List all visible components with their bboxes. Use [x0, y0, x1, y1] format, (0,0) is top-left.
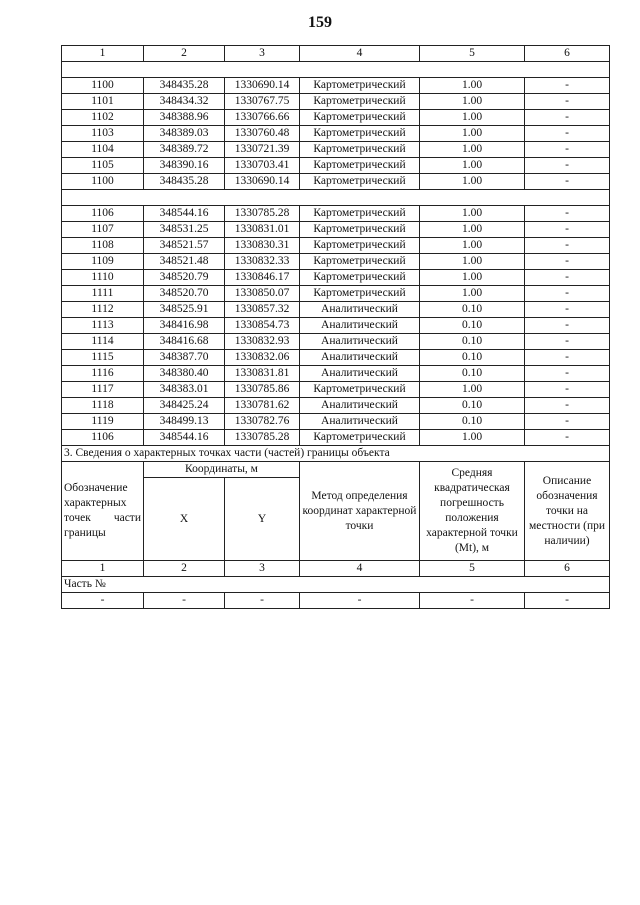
description: - [525, 382, 610, 398]
point-row [62, 366, 610, 382]
point-row [62, 270, 610, 286]
point-id: 1106 [62, 206, 144, 222]
coord-y: 1330781.62 [225, 398, 300, 414]
description: - [525, 78, 610, 94]
point-row [62, 302, 610, 318]
header-number: 2 [144, 46, 225, 62]
coord-y: 1330760.48 [225, 126, 300, 142]
point-row [62, 286, 610, 302]
section3-number: 6 [525, 561, 610, 577]
coord-x: 348416.68 [144, 334, 225, 350]
point-id: 1111 [62, 286, 144, 302]
coord-y: 1330850.07 [225, 286, 300, 302]
coord-x: 348520.70 [144, 286, 225, 302]
header-number: 1 [62, 46, 144, 62]
coord-x: 348435.28 [144, 78, 225, 94]
section3-number-row [62, 561, 610, 577]
point-row [62, 398, 610, 414]
coord-y: 1330846.17 [225, 270, 300, 286]
col-point-label: Обозначение характерных точек части границы [62, 462, 144, 561]
point-row [62, 430, 610, 446]
point-id: 1118 [62, 398, 144, 414]
coord-x: 348544.16 [144, 430, 225, 446]
method: Аналитический [300, 414, 420, 430]
description: - [525, 110, 610, 126]
accuracy: 1.00 [420, 254, 525, 270]
description: - [525, 286, 610, 302]
x-header: X [144, 478, 225, 561]
point-row [62, 78, 610, 94]
description: - [525, 174, 610, 190]
page-number: 159 [308, 14, 332, 31]
method: Картометрический [300, 286, 420, 302]
coord-y: 1330690.14 [225, 174, 300, 190]
method: Картометрический [300, 126, 420, 142]
coord-x: 348531.25 [144, 222, 225, 238]
accuracy: 1.00 [420, 222, 525, 238]
section3-title-row [62, 446, 610, 462]
accuracy: 1.00 [420, 382, 525, 398]
method: Картометрический [300, 206, 420, 222]
coord-y: 1330782.76 [225, 414, 300, 430]
method: Аналитический [300, 398, 420, 414]
accuracy: 1.00 [420, 94, 525, 110]
accuracy: 1.00 [420, 110, 525, 126]
description: - [525, 222, 610, 238]
header-number: 6 [525, 46, 610, 62]
point-row [62, 382, 610, 398]
point-id: 1103 [62, 126, 144, 142]
point-id: 1109 [62, 254, 144, 270]
section3-number: 3 [225, 561, 300, 577]
point-row [62, 126, 610, 142]
accuracy: 1.00 [420, 158, 525, 174]
empty-cell: - [62, 593, 144, 609]
description: - [525, 414, 610, 430]
description: - [525, 430, 610, 446]
point-row [62, 350, 610, 366]
point-id: 1102 [62, 110, 144, 126]
method: Картометрический [300, 78, 420, 94]
accuracy: 0.10 [420, 350, 525, 366]
point-id: 1113 [62, 318, 144, 334]
coord-x: 348499.13 [144, 414, 225, 430]
method: Аналитический [300, 334, 420, 350]
section3-number: 1 [62, 561, 144, 577]
coord-x: 348416.98 [144, 318, 225, 334]
description: - [525, 334, 610, 350]
point-row [62, 334, 610, 350]
method: Картометрический [300, 110, 420, 126]
coord-x: 348521.57 [144, 238, 225, 254]
description: - [525, 238, 610, 254]
description: - [525, 206, 610, 222]
point-id: 1107 [62, 222, 144, 238]
accuracy: 1.00 [420, 174, 525, 190]
header-number-row [62, 46, 610, 62]
description: - [525, 318, 610, 334]
method: Картометрический [300, 238, 420, 254]
blank-row [62, 190, 610, 206]
point-id: 1117 [62, 382, 144, 398]
method: Картометрический [300, 158, 420, 174]
coord-x: 348388.96 [144, 110, 225, 126]
accuracy: 1.00 [420, 126, 525, 142]
coord-x: 348520.79 [144, 270, 225, 286]
point-id: 1105 [62, 158, 144, 174]
accuracy: 0.10 [420, 318, 525, 334]
method: Картометрический [300, 430, 420, 446]
accuracy: 1.00 [420, 286, 525, 302]
accuracy: 0.10 [420, 334, 525, 350]
section3-number: 2 [144, 561, 225, 577]
coord-x: 348390.16 [144, 158, 225, 174]
y-header: Y [225, 478, 300, 561]
coord-y: 1330785.86 [225, 382, 300, 398]
point-row [62, 110, 610, 126]
point-id: 1104 [62, 142, 144, 158]
point-id: 1108 [62, 238, 144, 254]
method: Картометрический [300, 222, 420, 238]
description: - [525, 142, 610, 158]
header-number: 3 [225, 46, 300, 62]
point-row [62, 414, 610, 430]
header-number: 5 [420, 46, 525, 62]
method: Картометрический [300, 94, 420, 110]
empty-cell: - [300, 593, 420, 609]
point-row [62, 318, 610, 334]
empty-cell: - [525, 593, 610, 609]
coord-y: 1330785.28 [225, 430, 300, 446]
coord-y: 1330832.93 [225, 334, 300, 350]
method: Картометрический [300, 174, 420, 190]
accuracy: 1.00 [420, 78, 525, 94]
section3-title: 3. Сведения о характерных точках части (частей) границы объекта [62, 446, 610, 462]
part-label: Часть № [62, 577, 610, 593]
point-id: 1112 [62, 302, 144, 318]
empty-cell: - [225, 593, 300, 609]
coord-y: 1330831.01 [225, 222, 300, 238]
blank-row [62, 62, 610, 78]
point-id: 1106 [62, 430, 144, 446]
method: Картометрический [300, 382, 420, 398]
accuracy: 0.10 [420, 414, 525, 430]
description: - [525, 366, 610, 382]
description: - [525, 158, 610, 174]
description: - [525, 126, 610, 142]
point-id: 1110 [62, 270, 144, 286]
part-label-row [62, 577, 610, 593]
empty-cell: - [420, 593, 525, 609]
point-row [62, 238, 610, 254]
point-row [62, 174, 610, 190]
method: Аналитический [300, 350, 420, 366]
accuracy: 1.00 [420, 142, 525, 158]
header-number: 4 [300, 46, 420, 62]
coord-x: 348389.72 [144, 142, 225, 158]
method: Аналитический [300, 302, 420, 318]
point-row [62, 254, 610, 270]
coord-x: 348521.48 [144, 254, 225, 270]
accuracy: 1.00 [420, 270, 525, 286]
accuracy: 0.10 [420, 302, 525, 318]
point-row [62, 94, 610, 110]
description: - [525, 398, 610, 414]
point-id: 1100 [62, 78, 144, 94]
coord-y: 1330831.81 [225, 366, 300, 382]
point-row [62, 222, 610, 238]
coord-y: 1330857.32 [225, 302, 300, 318]
method: Картометрический [300, 142, 420, 158]
method: Картометрический [300, 254, 420, 270]
coord-x: 348389.03 [144, 126, 225, 142]
accuracy-header: Средняя квадратическая погрешность положения характерной точки (Mt), м [420, 462, 525, 561]
method-header: Метод определения координат характерной точки [300, 462, 420, 561]
coord-x: 348525.91 [144, 302, 225, 318]
accuracy: 1.00 [420, 238, 525, 254]
coord-x: 348544.16 [144, 206, 225, 222]
accuracy: 1.00 [420, 430, 525, 446]
point-id: 1100 [62, 174, 144, 190]
coord-y: 1330785.28 [225, 206, 300, 222]
method: Аналитический [300, 318, 420, 334]
point-id: 1115 [62, 350, 144, 366]
coord-x: 348383.01 [144, 382, 225, 398]
description-header: Описание обозначения точки на местности (при наличии) [525, 462, 610, 561]
coord-y: 1330690.14 [225, 78, 300, 94]
accuracy: 0.10 [420, 398, 525, 414]
coords-header: Координаты, м [144, 462, 300, 478]
coord-x: 348387.70 [144, 350, 225, 366]
description: - [525, 270, 610, 286]
accuracy: 0.10 [420, 366, 525, 382]
empty-data-row [62, 593, 610, 609]
coord-y: 1330721.39 [225, 142, 300, 158]
empty-cell: - [144, 593, 225, 609]
coord-x: 348435.28 [144, 174, 225, 190]
point-row [62, 206, 610, 222]
coord-y: 1330832.33 [225, 254, 300, 270]
coord-y: 1330832.06 [225, 350, 300, 366]
section3-header-row-1 [62, 462, 610, 478]
method: Аналитический [300, 366, 420, 382]
description: - [525, 302, 610, 318]
section3-number: 5 [420, 561, 525, 577]
coord-y: 1330854.73 [225, 318, 300, 334]
description: - [525, 254, 610, 270]
coord-x: 348434.32 [144, 94, 225, 110]
accuracy: 1.00 [420, 206, 525, 222]
coord-y: 1330830.31 [225, 238, 300, 254]
point-id: 1114 [62, 334, 144, 350]
description: - [525, 350, 610, 366]
coord-x: 348425.24 [144, 398, 225, 414]
point-id: 1101 [62, 94, 144, 110]
point-row [62, 158, 610, 174]
coord-y: 1330766.66 [225, 110, 300, 126]
section3-number: 4 [300, 561, 420, 577]
coord-y: 1330767.75 [225, 94, 300, 110]
coord-x: 348380.40 [144, 366, 225, 382]
method: Картометрический [300, 270, 420, 286]
point-row [62, 142, 610, 158]
point-id: 1116 [62, 366, 144, 382]
point-id: 1119 [62, 414, 144, 430]
description: - [525, 94, 610, 110]
coordinates-table [61, 45, 610, 609]
coord-y: 1330703.41 [225, 158, 300, 174]
